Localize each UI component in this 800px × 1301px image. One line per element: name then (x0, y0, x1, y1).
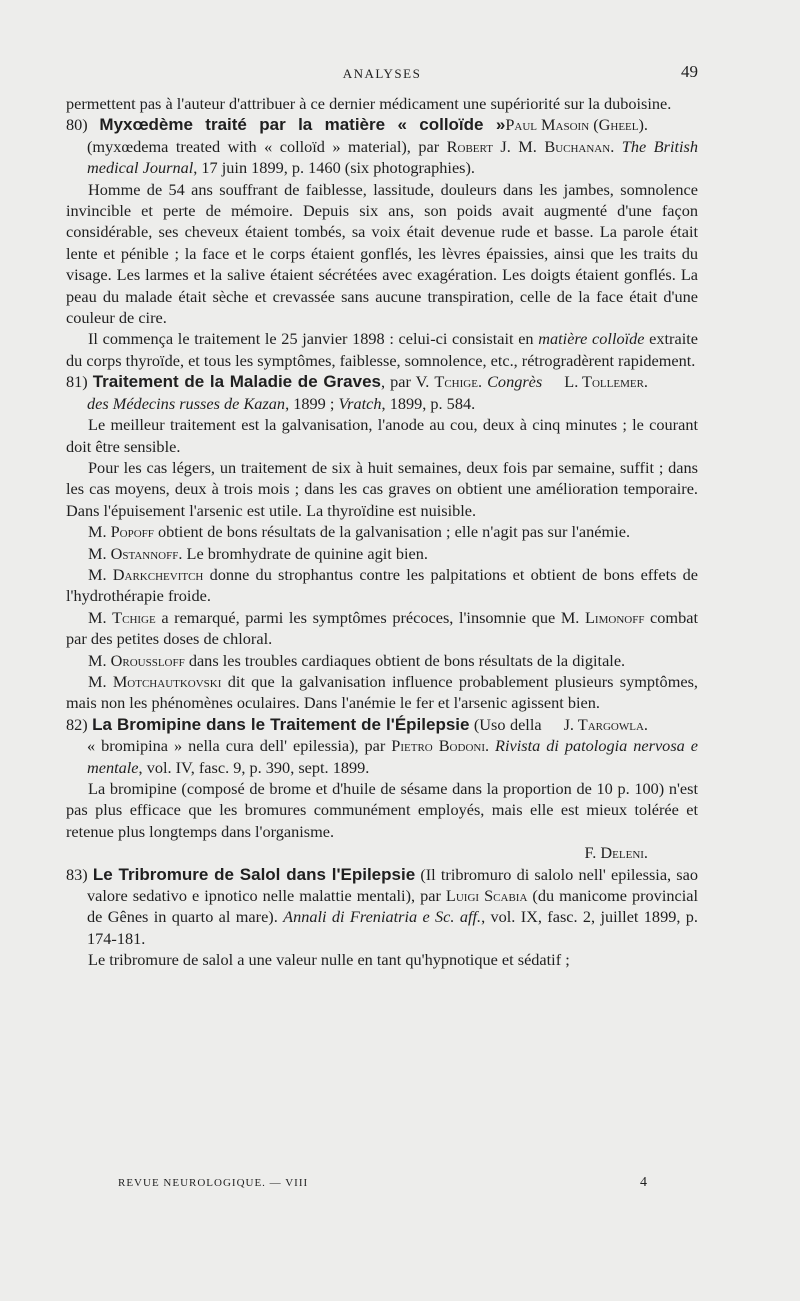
continuation-text: permettent pas à l'auteur d'attribuer à ce dernier médicament une supériorité sur la duboisine. (66, 94, 672, 113)
paragraph-text: M. (88, 564, 113, 584)
signature-deleni: F. Deleni. (584, 843, 648, 863)
paragraph-text: . Le bromhydrate de quinine agit bien. (178, 543, 428, 563)
paragraph-text: M. (88, 671, 113, 691)
person-name: Darkchevitch (112, 564, 204, 584)
entry-journal: Vratch (338, 393, 382, 413)
entry-journal: Rivista di patologia nervosa e mentale (87, 736, 698, 777)
person-name: Tchige (112, 607, 156, 627)
entry-text: , 1899 ; (285, 393, 339, 413)
paragraph-text: M. (88, 607, 113, 627)
entry-83-heading (66, 864, 698, 950)
footer-journal: REVUE NEUROLOGIQUE. — VIII (118, 1177, 309, 1189)
entry-81-paragraph-4 (66, 543, 698, 564)
entry-author: Luigi Scabia (445, 886, 528, 906)
paragraph-italic: matière colloïde (538, 329, 645, 349)
paragraph-text: dit que la galvanisation influence probablement plusieurs symptômes, mais non les phénomènes oculaires. Dans l'anémie le fer et l'arsenic agissent bien. (66, 671, 698, 713)
entry-83-paragraph-1: Le tribromure de salol a une valeur nulle en tant qu'hypnotique et sédatif ; (88, 950, 570, 970)
running-head (66, 62, 698, 84)
entry-author: Robert J. M. Buchanan (446, 136, 611, 156)
entry-81-paragraph-7 (66, 650, 698, 671)
entry-journal: Annali di Freniatria e Sc. aff. (283, 907, 482, 927)
entry-journal: The British medical Journal (87, 136, 699, 178)
paragraph-text: M. (88, 650, 111, 670)
entry-number: 80) (66, 115, 88, 135)
signature-tollemer: L. Tollemer. (564, 372, 648, 392)
entry-81-paragraph-5 (66, 564, 698, 607)
entry-title: Traitement de la Maladie de Graves (92, 372, 381, 392)
person-name: Popoff (110, 522, 154, 542)
entry-text: (Il tribromuro di salolo nell' epilessia, sao valore sedativo e ipnotico nelle malattie mentali), par (87, 864, 699, 906)
entry-text: , 1899, p. 584. (381, 393, 476, 413)
entry-text: , 17 juin 1899, p. 1460 (six photographies). (193, 158, 475, 178)
entry-text: . (485, 736, 496, 756)
signature-masoin: Paul Masoin (Gheel). (505, 115, 648, 135)
paragraph-text: extraite du corps thyroïde, et tous les symptômes, faiblesse, somnolence, etc., rétrogradèrent rapidement. (66, 329, 698, 370)
entry-81-paragraph-6 (66, 607, 698, 650)
entry-text: , vol. IV, fasc. 9, p. 390, sept. 1899. (138, 757, 370, 777)
person-name: Oroussloff (110, 650, 185, 670)
entry-title: Myxœdème traité par la matière « colloïde » (99, 115, 506, 135)
person-name: Motchautkovski (112, 671, 222, 691)
entry-author: Pietro Bodoni (391, 736, 485, 756)
entry-text: . (477, 372, 488, 392)
paragraph-text: a remarqué, parmi les symptômes précoces, l'insomnie que M. (155, 607, 585, 627)
entry-81-paragraph-3 (66, 521, 698, 542)
entry-text: , vol. IX, fasc. 2, juillet 1899, p. 174-181. (87, 907, 698, 948)
person-name: Limonoff (584, 607, 645, 627)
paragraph-text: Il commença le traitement le 25 janvier 1898 : celui-ci consistait en (88, 329, 539, 349)
entry-text: (du manicome provincial de Gênes in quarto al mare). (87, 886, 698, 927)
paragraph-text: dans les troubles cardiaques obtient de bons résultats de la digitale. (184, 650, 626, 670)
page-number: 49 (681, 62, 698, 81)
entry-author: Tchige (434, 372, 478, 392)
entry-number: 82) (66, 714, 88, 734)
person-name: Ostannoff (110, 543, 179, 563)
entry-title: La Bromipine dans le Traitement de l'Épilepsie (92, 714, 470, 734)
entry-80-paragraph-1: Homme de 54 ans souffrant de faiblesse, lassitude, douleurs dans les jambes, somnolence invincible et perte de mémoire. Depuis six ans, son poids avait augmenté d'une façon considérable, ses cheveux étaient tombés, sa voix était devenue rude et basse. La parole était lente et pénible ; la face et le corps étaient gonflés, les lèvres épaissies, ainsi que les traits du visage. Les larmes et la salive étaient sécrétées avec exagération. Les doigts étaient gonflés. La peau du malade était sèche et crevassée sans aucune transpiration, celle de la face était d'une couleur de cire. (66, 179, 698, 328)
page-body (66, 93, 698, 971)
entry-number: 83) (66, 864, 88, 884)
entry-title: Le Tribromure de Salol dans l'Epilepsie (92, 864, 416, 884)
entry-text: . (610, 136, 622, 156)
entry-journal: Congrès des Médecins russes de Kazan (87, 372, 543, 413)
paragraph-text: M. (88, 522, 111, 542)
paragraph-text: obtient de bons résultats de la galvanisation ; elle n'agit pas sur l'anémie. (153, 522, 631, 542)
paragraph-text: donne du strophantus contre les palpitations et obtient de bons effets de l'hydrothérapie froide. (66, 564, 699, 606)
page-footer (118, 1177, 648, 1195)
paragraph-text: combat par des petites doses de chloral. (66, 607, 698, 649)
entry-text: , par V. (381, 372, 435, 392)
running-head-title: ANALYSES (342, 66, 422, 81)
entry-81-paragraph-2: Pour les cas légers, un traitement de six à huit semaines, deux fois par semaine, suffit ; dans les cas moyens, deux à trois mois ; dans les cas graves on obtient une amélioration temporaire. Dans l'épuisement l'arsenic est utile. La thyroïdine est nuisible. (66, 457, 698, 520)
entry-text: (myxœdema treated with « colloïd » material), par (87, 136, 447, 156)
entry-81-paragraph-1: Le meilleur traitement est la galvanisation, l'anode au cou, deux à cinq minutes ; le courant doit être sensible. (66, 415, 698, 456)
entry-82-paragraph-1: La bromipine (composé de brome et d'huile de sésame dans la proportion de 10 p. 100) n'est pas plus efficace que les bromures communément employés, mais elle est mieux tolérée et retenue plus longtemps dans l'organisme. (66, 779, 698, 841)
signature-number: 4 (640, 1175, 648, 1190)
entry-number: 81) (66, 372, 88, 392)
paragraph-text: M. (88, 543, 111, 563)
signature-targowla: J. Targowla. (563, 714, 648, 734)
entry-text: (Uso della « bromipina » nella cura dell' epilessia), par (87, 714, 542, 756)
